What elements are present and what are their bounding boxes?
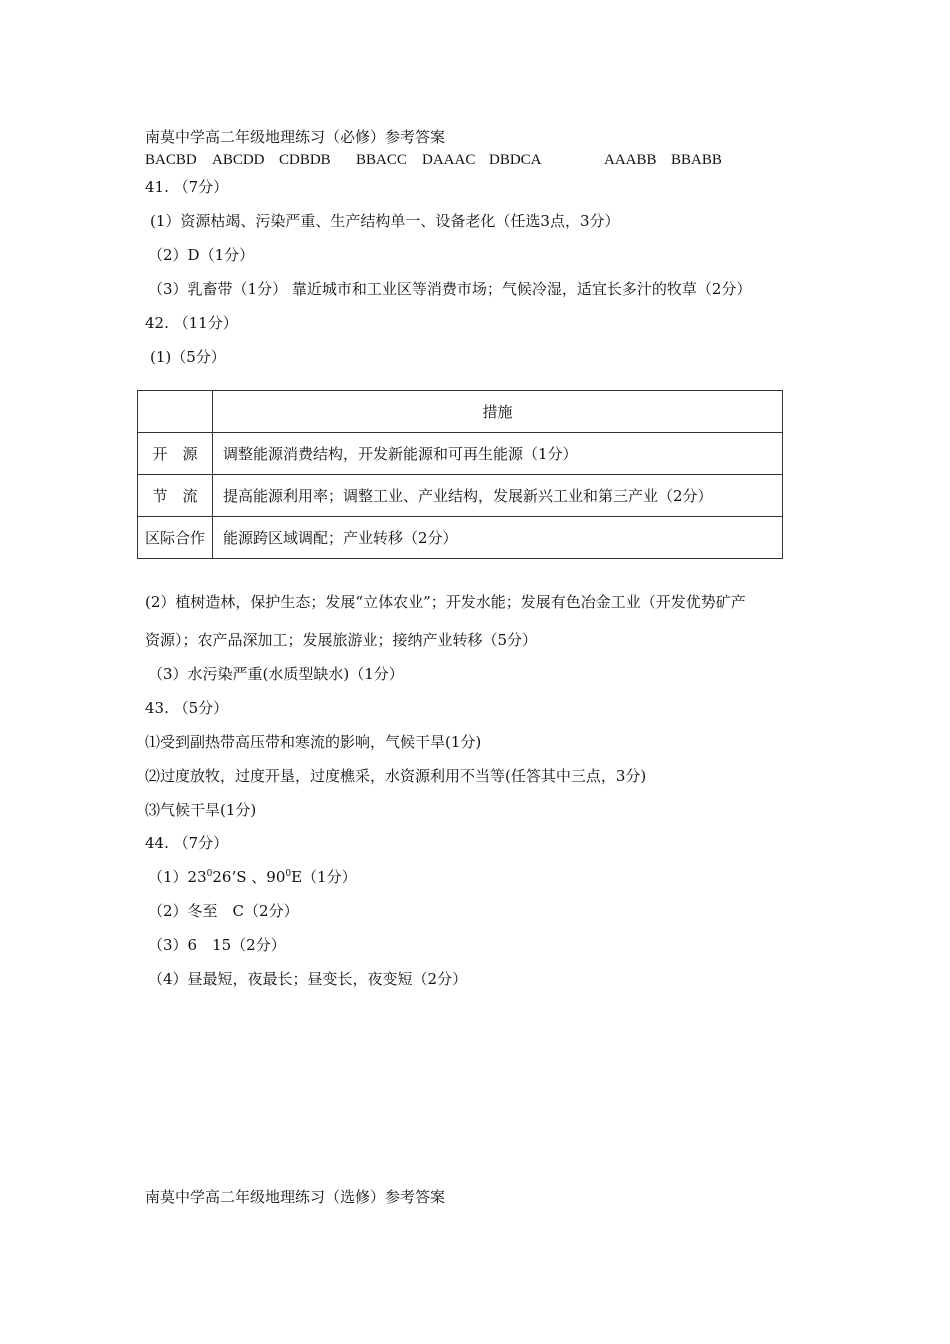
q44-a1-suffix: E（1分） — [291, 868, 357, 886]
q43-answer-3: ⑶气候干旱(1分) — [145, 801, 257, 819]
table-row — [138, 475, 783, 517]
row-label-kaiyuan: 开 源 — [138, 433, 213, 475]
degree-mark-2: 0 — [285, 869, 292, 879]
q44-answer-2: （2）冬至 C（2分） — [148, 902, 299, 920]
answer-group-4: BBACC — [356, 152, 407, 168]
q44-heading: 44. （7分） — [145, 834, 229, 852]
q43-answer-1: ⑴受到副热带高压带和寒流的影响，气候干旱(1分) — [145, 733, 482, 751]
q42-sub3: （3）水污染严重(水质型缺水)（1分） — [148, 665, 404, 683]
q41-answer-2: （2）D（1分） — [148, 246, 255, 264]
q42-sub2-line1: (2）植树造林，保护生态；发展“立体农业”；开发水能；发展有色冶金工业（开发优势矿产 — [145, 593, 746, 611]
q44-answer-4: （4）昼最短，夜最长；昼变长，夜变短（2分） — [148, 970, 468, 988]
q44-answer-3: （3）6 15（2分） — [148, 936, 286, 954]
q41-heading: 41. （7分） — [145, 178, 229, 196]
table-row — [138, 433, 783, 475]
table-header-blank — [138, 391, 213, 433]
answer-group-3: CDBDB — [279, 152, 331, 168]
answer-key-row — [0, 152, 950, 172]
row-label-quji: 区际合作 — [138, 517, 213, 559]
q42-sub2-line2: 资源）；农产品深加工；发展旅游业；接纳产业转移（5分） — [145, 631, 538, 649]
answer-group-8: BBABB — [671, 152, 722, 168]
answer-group-6: DBDCA — [489, 152, 542, 168]
row-content-jieliu: 提高能源利用率；调整工业、产业结构，发展新兴工业和第三产业（2分） — [213, 475, 783, 517]
q43-answer-2: ⑵过度放牧，过度开垦，过度樵采，水资源利用不当等(任答其中三点，3分) — [145, 767, 647, 785]
q41-answer-3: （3）乳畜带（1分） 靠近城市和工业区等消费市场；气候冷湿，适宜长多汁的牧草（2分） — [148, 280, 752, 298]
q44-a1-mid: 26’S 、90 — [212, 868, 286, 886]
answer-group-1: BACBD — [145, 152, 197, 168]
q42-sub1: (1)（5分） — [150, 348, 226, 366]
degree-mark-1: 0 — [206, 869, 213, 879]
measures-table — [137, 390, 783, 559]
title-compulsory: 南莫中学高二年级地理练习（必修）参考答案 — [145, 128, 446, 146]
row-content-kaiyuan: 调整能源消费结构，开发新能源和可再生能源（1分） — [213, 433, 783, 475]
q43-heading: 43. （5分） — [145, 699, 229, 717]
row-content-quji: 能源跨区域调配；产业转移（2分） — [213, 517, 783, 559]
answer-group-5: DAAAC — [422, 152, 476, 168]
title-elective: 南莫中学高二年级地理练习（选修）参考答案 — [145, 1188, 446, 1206]
answer-group-2: ABCDD — [212, 152, 265, 168]
q42-heading: 42. （11分） — [145, 314, 238, 332]
table-header-measures: 措施 — [213, 391, 783, 433]
table-row — [138, 517, 783, 559]
q44-a1-prefix: （1）23 — [148, 868, 207, 886]
q44-answer-1 — [148, 867, 357, 887]
table-header-row — [138, 391, 783, 433]
row-label-jieliu: 节 流 — [138, 475, 213, 517]
q41-answer-1: (1）资源枯竭、污染严重、生产结构单一、设备老化（任选3点，3分） — [150, 212, 620, 230]
answer-group-7: AAABB — [604, 152, 657, 168]
